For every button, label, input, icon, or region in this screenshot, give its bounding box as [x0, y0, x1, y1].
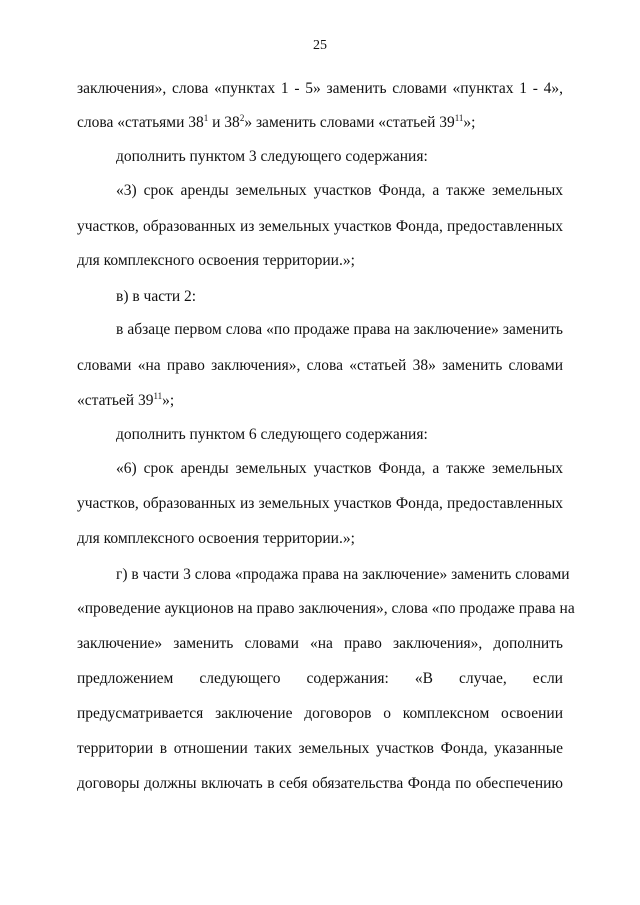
text-line: «3) срок аренды земельных участков Фонда, а также земельных	[116, 182, 563, 199]
word: если	[532, 670, 563, 687]
word: «В	[414, 670, 433, 687]
text-line	[77, 669, 563, 689]
word: следующего	[199, 670, 281, 687]
text-line: «6) срок аренды земельных участков Фонда, а также земельных	[116, 460, 563, 477]
text-line: договоры должны включать в себя обязательства Фонда по обеспечению	[77, 775, 563, 792]
text-line: территории в отношении таких земельных участков Фонда, указанные	[77, 740, 563, 757]
text-line: г) в части 3 слова «продажа права на заключение» заменить словами	[116, 566, 570, 583]
text-line: заключение» заменить словами «на право заключения», дополнить	[77, 635, 563, 652]
text-line: дополнить пунктом 6 следующего содержания:	[116, 426, 428, 443]
text-line: в абзаце первом слова «по продаже права на заключение» заменить	[116, 321, 563, 338]
word: содержания:	[306, 670, 389, 687]
text-line: участков, образованных из земельных участков Фонда, предоставленных	[77, 495, 563, 512]
text-line: предусматривается заключение договоров о комплексном освоении	[77, 705, 563, 722]
text-line: в) в части 2:	[116, 288, 197, 305]
text-line: «статьей $39^{11}$»;	[77, 391, 175, 409]
text-line: слова «статьями $38^1$ и $38^2$» заменить словами «статьей $39^{11}$»;	[77, 113, 476, 131]
text-line: участков, образованных из земельных участков Фонда, предоставленных	[77, 218, 563, 235]
text-line: для комплексного освоения территории.»;	[77, 252, 355, 269]
word: случае,	[458, 670, 507, 687]
word: предложением	[77, 670, 174, 687]
text-line: словами «на право заключения», слова «статьей 38» заменить словами	[77, 357, 563, 374]
text-line: дополнить пунктом 3 следующего содержания:	[116, 148, 428, 165]
text-line: заключения», слова «пунктах 1 - 5» заменить словами «пунктах 1 - 4»,	[77, 80, 563, 97]
page-number: 25	[313, 38, 327, 53]
text-line: для комплексного освоения территории.»;	[77, 530, 355, 547]
text-line: «проведение аукционов на право заключения», слова «по продаже права на	[77, 600, 575, 617]
